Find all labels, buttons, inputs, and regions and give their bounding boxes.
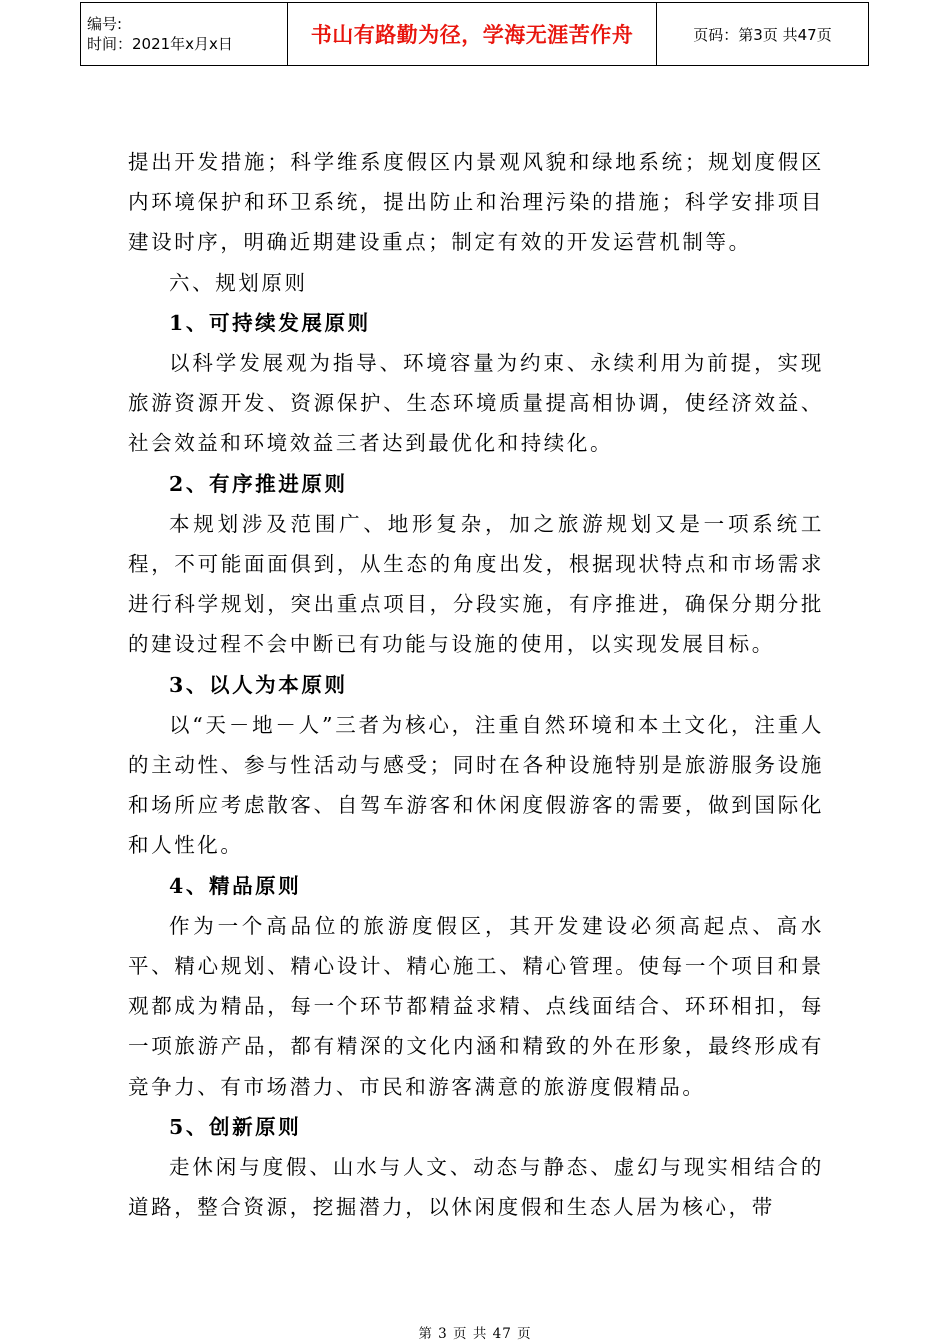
page-footer: 第 3 页 共 47 页 [418, 1326, 532, 1342]
principle-paragraph: 作为一个高品位的旅游度假区，其开发建设必须高起点、高水平、精心规划、精心设计、精心施工、精心管理。使每一个项目和景观都成为精品，每一个环节都精益求精、点线面结合、环环相扣，每一项旅游产品，都有精深的文化内涵和精致的外在形象，最终形成有竞争力、有市场潜力、市民和游客满意的旅游度假精品。 [128, 913, 824, 1099]
principle-paragraph: 以“天－地－人”三者为核心，注重自然环境和本土文化，注重人的主动性、参与性活动与感受；同时在各种设施特别是旅游服务设施和场所应考虑散客、自驾车游客和休闲度假游客的需要，做到国际化和人性化。 [128, 712, 824, 858]
principle-heading: 3、以人为本原则 [169, 672, 348, 697]
document-body [128, 142, 824, 1227]
principle-paragraph: 以科学发展观为指导、环境容量为约束、永续利用为前提，实现旅游资源开发、资源保护、生态环境质量提高相协调，使经济效益、社会效益和环境效益三者达到最优化和持续化。 [128, 351, 824, 456]
principle-paragraph: 本规划涉及范围广、地形复杂，加之旅游规划又是一项系统工程，不可能面面俱到，从生态的角度出发，根据现状特点和市场需求进行科学规划，突出重点项目，分段实施，有序推进，确保分期分批的建设过程不会中断已有功能与设施的使用，以实现发展目标。 [128, 511, 824, 657]
header-page-number: 页码：第3页 共47页 [657, 3, 869, 66]
principle-heading: 1、可持续发展原则 [169, 310, 371, 335]
section-heading: 六、规划原则 [169, 270, 308, 295]
document-number-label: 编号: [87, 15, 123, 33]
page-header [80, 2, 869, 66]
header-meta [81, 3, 288, 66]
principle-heading: 4、精品原则 [169, 873, 302, 898]
paragraph-continued: 提出开发措施；科学维系度假区内景观风貌和绿地系统；规划度假区内环境保护和环卫系统，提出防止和治理污染的措施；科学安排项目建设时序，明确近期建设重点；制定有效的开发运营机制等。 [128, 150, 824, 255]
principle-heading: 5、创新原则 [169, 1114, 302, 1139]
principle-heading: 2、有序推进原则 [169, 471, 348, 496]
header-motto: 书山有路勤为径，学海无涯苦作舟 [288, 3, 657, 66]
principle-paragraph: 走休闲与度假、山水与人文、动态与静态、虚幻与现实相结合的道路，整合资源，挖掘潜力，以休闲度假和生态人居为核心，带 [128, 1155, 824, 1220]
document-date: 时间：2021年x月x日 [87, 35, 233, 53]
